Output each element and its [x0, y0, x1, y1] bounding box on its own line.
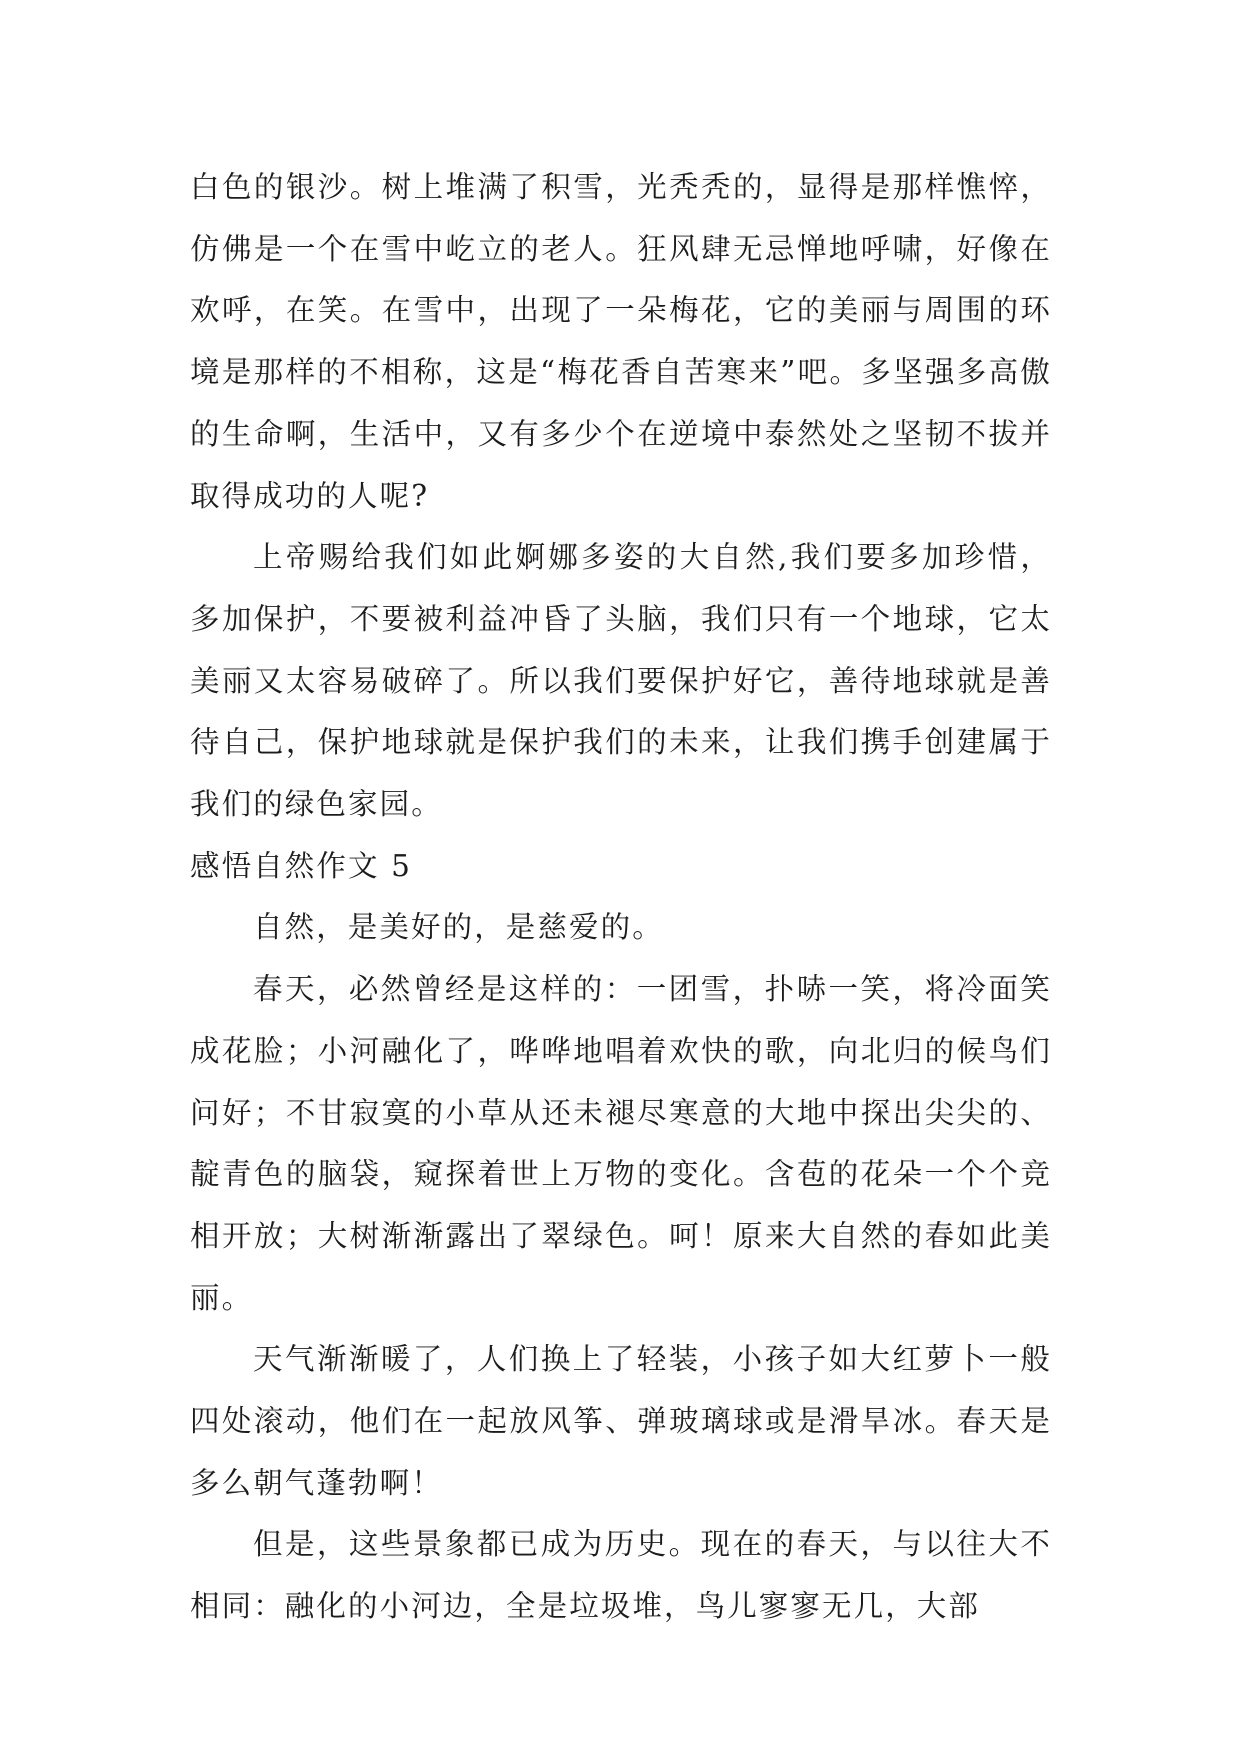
- paragraph-protect-earth: 上帝赐给我们如此婀娜多姿的大自然,我们要多加珍惜，多加保护，不要被利益冲昏了头脑，我们只有一个地球，它太美丽又太容易破碎了。所以我们要保护好它，善待地球就是善待自己，保护地球就是保护我们的未来，让我们携手创建属于我们的绿色家园。: [190, 540, 1052, 822]
- paragraph-snow-plum: 白色的银沙。树上堆满了积雪，光秃秃的，显得是那样憔悴，仿佛是一个在雪中屹立的老人。狂风肆无忌惮地呼啸，好像在欢呼，在笑。在雪中，出现了一朵梅花，它的美丽与周围的环境是那样的不相称，这是“梅花香自苦寒来”吧。多坚强多高傲的生命啊，生活中，又有多少个在逆境中泰然处之坚韧不拔并取得成功的人呢?: [190, 170, 1052, 513]
- paragraph-warm-weather: 天气渐渐暖了，人们换上了轻装，小孩子如大红萝卜一般四处滚动，他们在一起放风筝、弹玻璃球或是滑旱冰。春天是多么朝气蓬勃啊！: [190, 1342, 1052, 1500]
- paragraph-history: 但是，这些景象都已成为历史。现在的春天，与以往大不相同：融化的小河边，全是垃圾堆，鸟儿寥寥无几，大部: [190, 1527, 1052, 1624]
- section-title: 感悟自然作文 5: [190, 848, 412, 883]
- paragraph-spring: 春天，必然曾经是这样的：一团雪，扑哧一笑，将冷面笑成花脸；小河融化了，哗哗地唱着欢快的歌，向北归的候鸟们问好；不甘寂寞的小草从还未褪尽寒意的大地中探出尖尖的、靛青色的脑袋，窥探着世上万物的变化。含苞的花朵一个个竞相开放；大树渐渐露出了翠绿色。呵！原来大自然的春如此美丽。: [190, 972, 1052, 1315]
- paragraph-nature-intro: 自然，是美好的，是慈爱的。: [253, 910, 664, 945]
- document-page: [190, 157, 1052, 1638]
